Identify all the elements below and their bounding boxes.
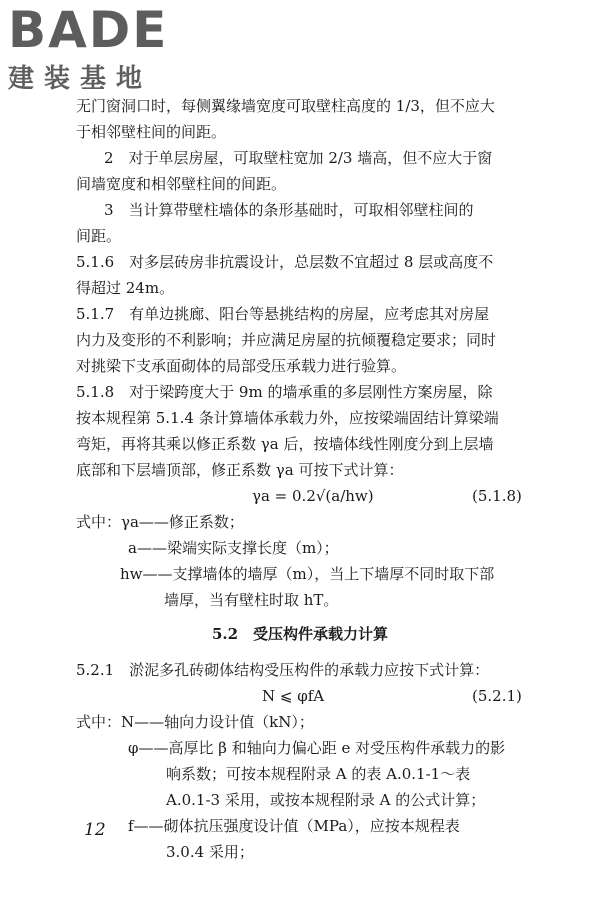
- text-line: 3.0.4 采用；: [166, 843, 254, 861]
- text-line: 得超过 24m。: [76, 279, 175, 297]
- text-line: 3 当计算带壁柱墙体的条形基础时，可取相邻壁柱间的: [104, 201, 474, 219]
- logo-wordmark: BADE: [8, 1, 169, 59]
- section-heading: 5.2 受压构件承载力计算: [211, 625, 389, 643]
- equation-number: (5.2.1): [472, 687, 522, 705]
- text-line: a——梁端实际支撑长度（m）；: [128, 539, 339, 557]
- clause-5-1-6: 5.1.6 对多层砖房非抗震设计，总层数不宜超过 8 层或高度不: [76, 253, 494, 271]
- text-line: 间墙宽度和相邻壁柱间的间距。: [76, 175, 287, 193]
- equation-number: (5.1.8): [472, 487, 522, 505]
- text-line: 内力及变形的不利影响；并应满足房屋的抗倾覆稳定要求；同时: [76, 331, 497, 349]
- text-line: φ——高厚比 β 和轴向力偏心距 e 对受压构件承载力的影: [128, 739, 506, 757]
- logo-subtitle: 建装基地: [8, 64, 153, 94]
- text-line: 式中：γa——修正系数；: [76, 513, 244, 531]
- text-line: 弯矩，再将其乘以修正系数 γa 后，按墙体线性刚度分到上层墙: [76, 435, 494, 453]
- text-line: 无门窗洞口时，每侧翼缘墙宽度可取壁柱高度的 1/3，但不应大: [76, 97, 495, 115]
- text-line: 间距。: [76, 227, 122, 245]
- equation-5-1-8: γa = 0.2√(a/hw): [252, 487, 374, 505]
- text-line: f——砌体抗压强度设计值（MPa），应按本规程表: [128, 817, 460, 835]
- clause-5-2-1: 5.2.1 淤泥多孔砖砌体结构受压构件的承载力应按下式计算：: [76, 661, 490, 679]
- text-line: 式中：N——轴向力设计值（kN）；: [76, 713, 314, 731]
- text-line: hw——支撑墙体的墙厚（m），当上下墙厚不同时取下部: [120, 565, 495, 583]
- text-line: 于相邻壁柱间的间距。: [76, 123, 227, 141]
- text-line: 墙厚，当有壁柱时取 hT。: [164, 591, 339, 609]
- clause-5-1-7: 5.1.7 有单边挑廊、阳台等悬挑结构的房屋，应考虑其对房屋: [76, 305, 490, 323]
- text-line: 底部和下层墙顶部，修正系数 γa 可按下式计算：: [76, 461, 404, 479]
- text-line: 对挑梁下支承面砌体的局部受压承载力进行验算。: [76, 357, 407, 375]
- page-number: 12: [84, 820, 106, 840]
- clause-5-1-8: 5.1.8 对于梁跨度大于 9m 的墙承重的多层刚性方案房屋，除: [76, 383, 493, 401]
- text-line: 2 对于单层房屋，可取壁柱宽加 2/3 墙高，但不应大于窗: [104, 149, 493, 167]
- text-line: A.0.1-3 采用，或按本规程附录 A 的公式计算；: [166, 791, 486, 809]
- text-line: 响系数；可按本规程附录 A 的表 A.0.1-1～表: [166, 765, 471, 783]
- equation-5-2-1: N ⩽ φfA: [262, 687, 325, 705]
- text-line: 按本规程第 5.1.4 条计算墙体承载力外，应按梁端固结计算梁端: [76, 409, 499, 427]
